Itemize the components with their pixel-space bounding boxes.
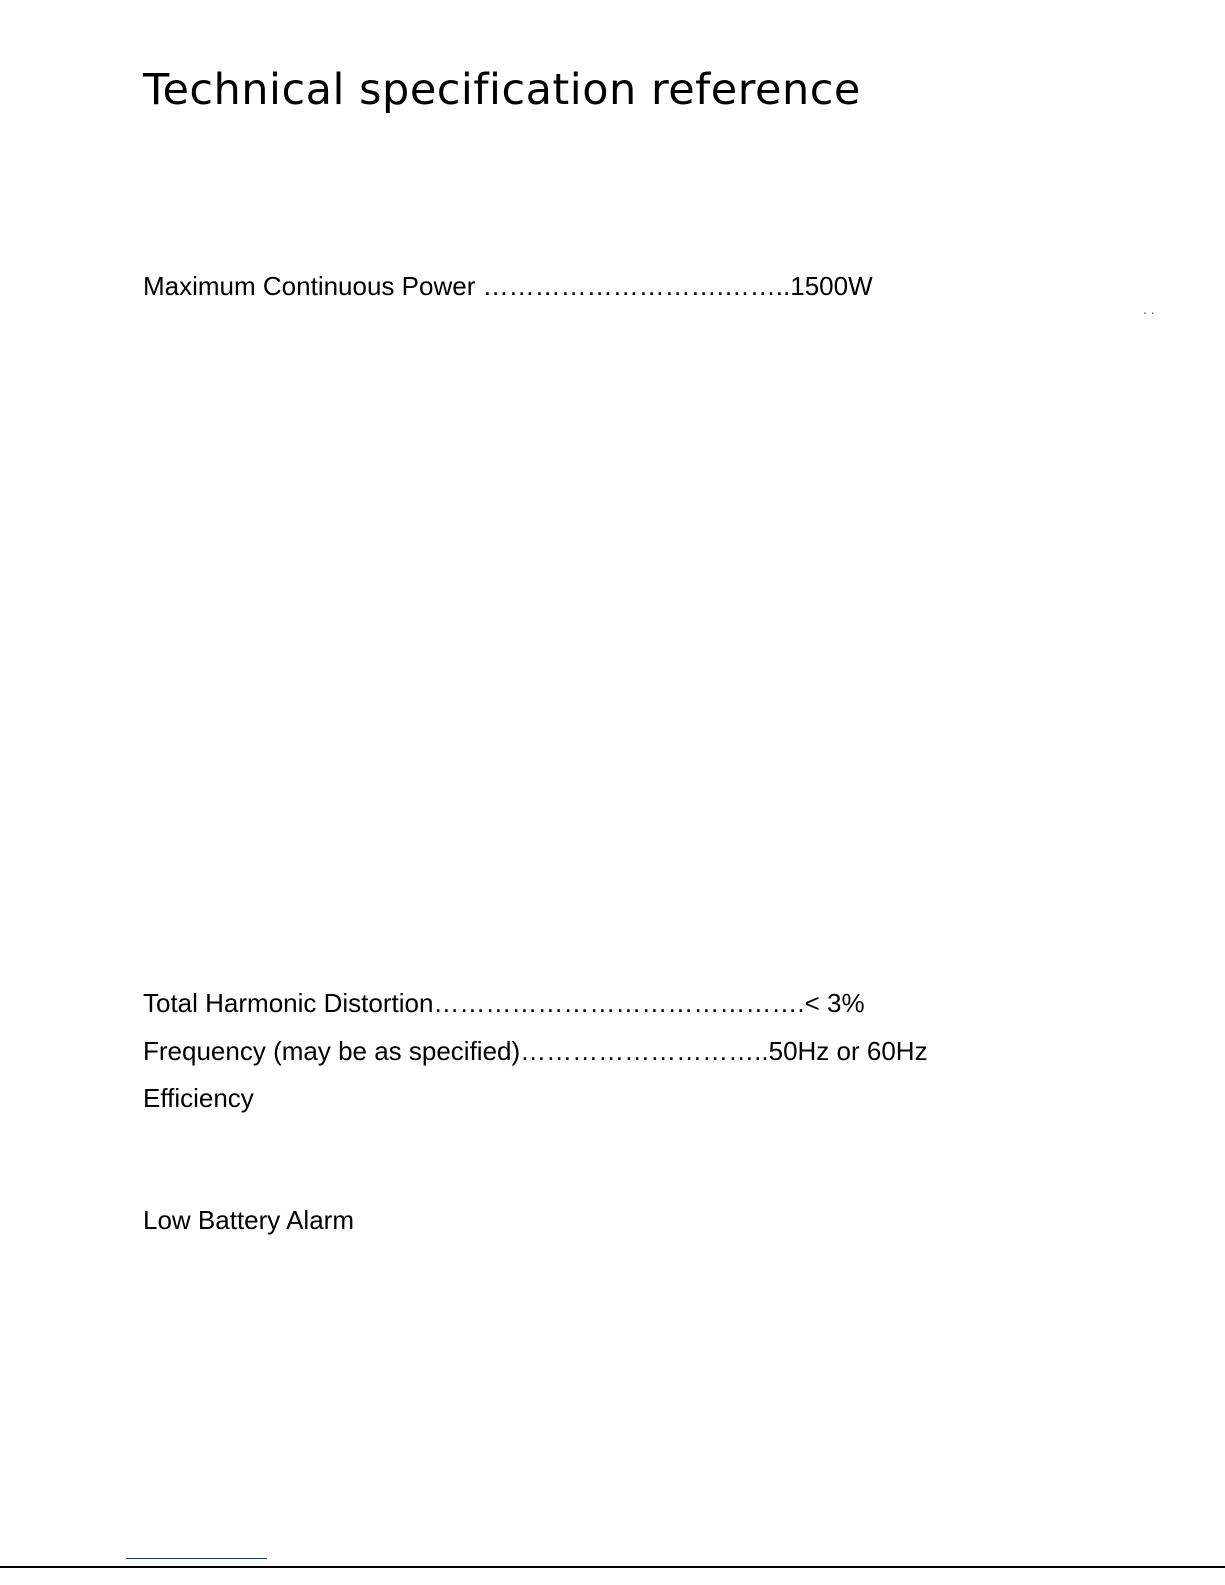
page-title: Technical specification reference <box>143 65 861 115</box>
page-bottom-border <box>0 1566 1225 1568</box>
footnote-rule <box>126 1558 267 1559</box>
spec-line-efficiency: Efficiency <box>143 1083 254 1113</box>
spec-line-low-battery-alarm: Low Battery Alarm <box>143 1205 354 1235</box>
spec-line-frequency: Frequency (may be as specified)………………………..50Hz or 60Hz <box>143 1036 928 1066</box>
spec-line-total-harmonic-distortion: Total Harmonic Distortion…………………………………….< 3% <box>143 988 865 1018</box>
stray-dots: . . <box>1143 301 1155 317</box>
spec-line-maximum-continuous-power: Maximum Continuous Power ……………………….……..1500W <box>143 271 873 301</box>
